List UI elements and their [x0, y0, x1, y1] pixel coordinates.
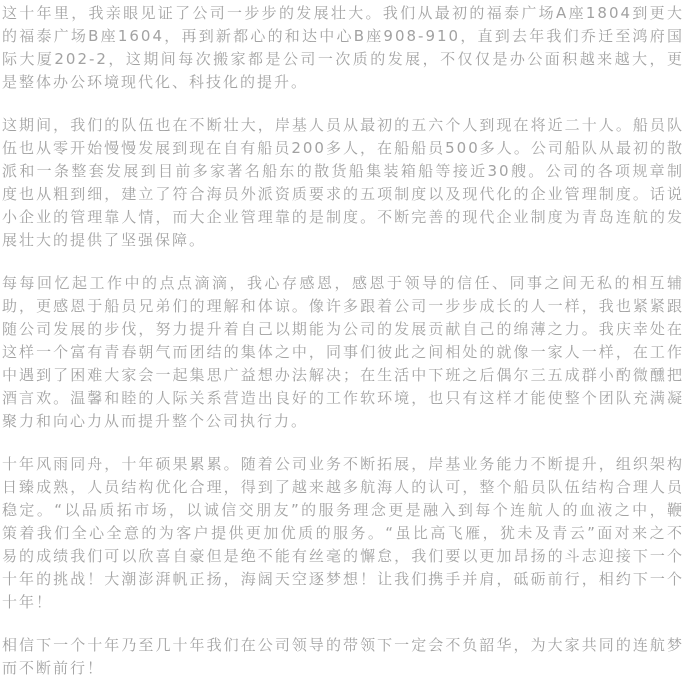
paragraph-gratitude: 每每回忆起工作中的点点滴滴，我心存感恩，感恩于领导的信任、同事之间无私的相互辅助，更感恩于船员兄弟们的理解和体谅。像许多跟着公司一步步成长的人一样，我也紧紧跟随公司发展的步伐，努力提升着自己以期能为公司的发展贡献自己的绵薄之力。我庆幸处在这样一个富有青春朝气而团结的集体之中，同事们彼此之间相处的就像一家人一样，在工作中遇到了困难大家会一起集思广益想办法解决；在生活中下班之后偶尔三五成群小酌微醺把酒言欢。温馨和睦的人际关系营造出良好的工作软环境，也只有这样才能使整个团队充满凝聚力和向心力从而提升整个公司执行力。 — [2, 274, 684, 430]
paragraph-achievements: 十年风雨同舟，十年硕果累累。随着公司业务不断拓展，岸基业务能力不断提升，组织架构日臻成熟，人员结构优化合理，得到了越来越多航海人的认可，整个船员队伍结构合理人员稳定。“以品质拓市场，以诚信交朋友”的服务理念更是融入到每个连航人的血液之中，鞭策着我们全心全意的为客户提供更加优质的服务。“虽比高飞雁，犹未及青云”面对来之不易的成绩我们可以欣喜自豪但是绝不能有丝毫的懈怠，我们要以更加昂扬的斗志迎接下一个十年的挑战！大潮澎湃帆正扬，海阔天空逐梦想！让我们携手并肩，砥砺前行，相约下一个十年！ — [2, 455, 684, 611]
paragraph-office-moves: 这十年里，我亲眼见证了公司一步步的发展壮大。我们从最初的福泰广场A座1804到更大的福泰广场B座1604，再到新都心的和达中心B座908-910，直到去年我们乔迁至鸿府国际大厦202-2，这期间每次搬家都是公司一次质的发展，不仅仅是办公面积越来越大，更是整体办公环境现代化、科技化的提升。 — [2, 4, 684, 91]
paragraph-closing-wish: 相信下一个十年乃至几十年我们在公司领导的带领下一定会不负韶华，为大家共同的连航梦而不断前行！ — [2, 636, 684, 677]
paragraph-team-growth: 这期间，我们的队伍也在不断壮大，岸基人员从最初的五六个人到现在将近二十人。船员队伍也从零开始慢慢发展到现在自有船员200多人，在船船员500多人。公司船队从最初的散派和一条整套发展到目前多家著名船东的散货船集装箱船等接近30艘。公司的各项规章制度也从粗到细，建立了符合海员外派资质要求的五项制度以及现代化的企业管理制度。话说小企业的管理靠人情，而大企业管理靠的是制度。不断完善的现代企业制度为青岛连航的发展壮大的提供了坚强保障。 — [2, 116, 684, 249]
